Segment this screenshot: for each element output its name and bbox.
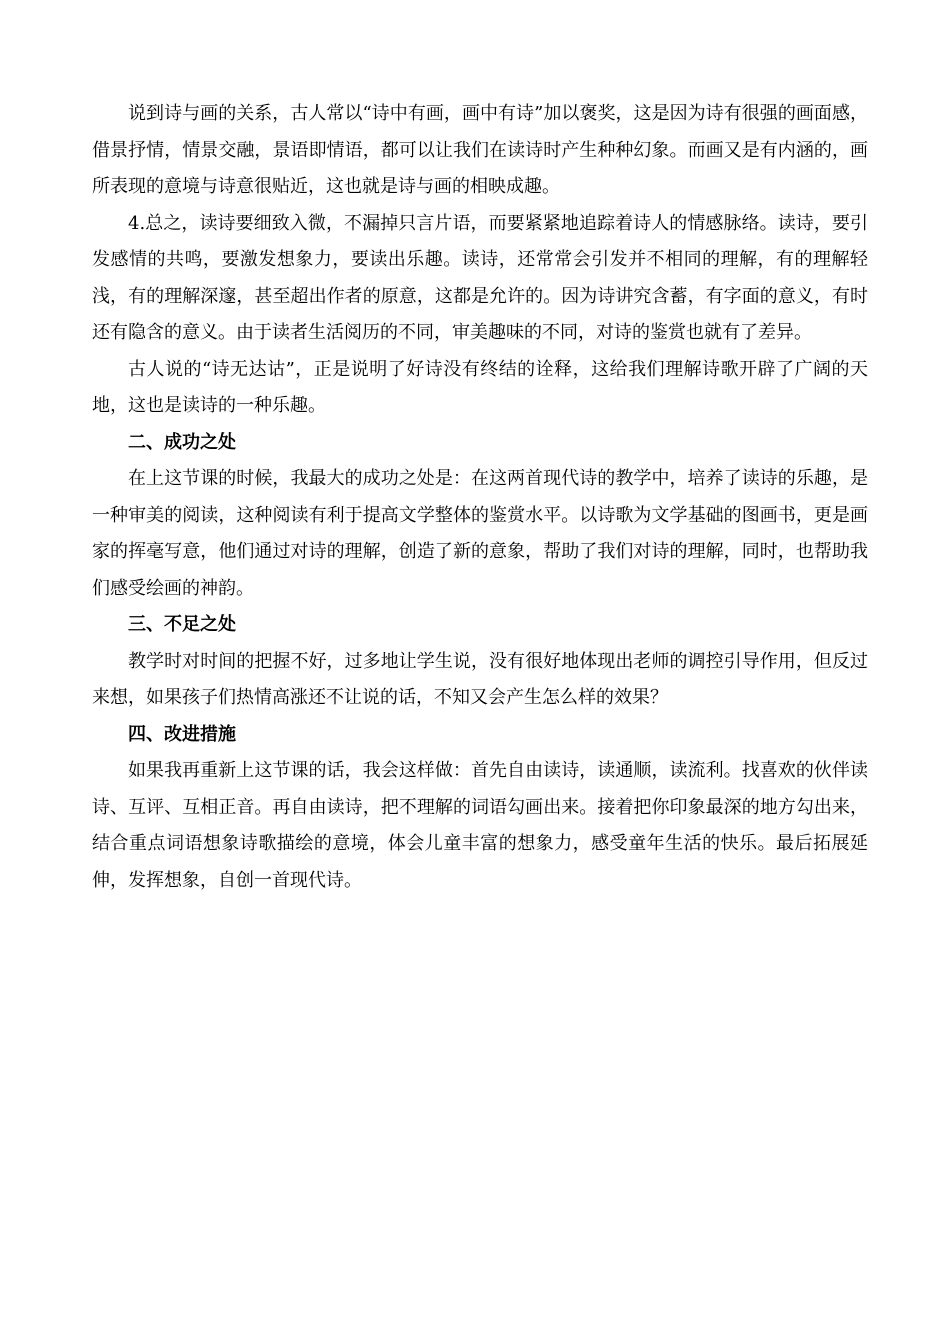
paragraph-poetry-and-painting: 说到诗与画的关系，古人常以“诗中有画，画中有诗”加以褒奖，这是因为诗有很强的画面感，借景抒情，情景交融，景语即情语，都可以让我们在读诗时产生种种幻象。而画又是有内涵的，画所表现的意境与诗意很贴近，这也就是诗与画的相映成趣。 — [92, 103, 868, 197]
paragraph-improvements: 如果我再重新上这节课的话，我会这样做：首先自由读诗，读通顺，读流利。找喜欢的伙伴读诗、互评、互相正音。再自由读诗，把不理解的词语勾画出来。接着把你印象最深的地方勾出来，结合重点词语想象诗歌描绘的意境，体会儿童丰富的想象力，感受童年生活的快乐。最后拓展延伸，发挥想象，自创一首现代诗。 — [92, 760, 868, 891]
heading-successes: 二、成功之处 — [128, 431, 236, 453]
paragraph-successes: 在上这节课的时候，我最大的成功之处是：在这两首现代诗的教学中，培养了读诗的乐趣，是一种审美的阅读，这种阅读有利于提高文学整体的鉴赏水平。以诗歌为文学基础的图画书，更是画家的挥毫写意，他们通过对诗的理解，创造了新的意象，帮助了我们对诗的理解，同时，也帮助我们感受绘画的神韵。 — [92, 468, 868, 599]
paragraph-no-definitive-interpretation: 古人说的“诗无达诂”，正是说明了好诗没有终结的诠释，这给我们理解诗歌开辟了广阔的天地，这也是读诗的一种乐趣。 — [92, 358, 868, 416]
paragraph-shortcomings: 教学时对时间的把握不好，过多地让学生说，没有很好地体现出老师的调控引导作用，但反过来想，如果孩子们热情高涨还不让说的话，不知又会产生怎么样的效果？ — [92, 650, 868, 708]
paragraph-summary-point-4: 4.总之，读诗要细致入微，不漏掉只言片语，而要紧紧地追踪着诗人的情感脉络。读诗，要引发感情的共鸣，要激发想象力，要读出乐趣。读诗，还常常会引发并不相同的理解，有的理解轻浅，有的理解深邃，甚至超出作者的原意，这都是允许的。因为诗讲究含蓄，有字面的意义，有时还有隐含的意义。由于读者生活阅历的不同，审美趣味的不同，对诗的鉴赏也就有了差异。 — [92, 212, 868, 343]
document-body — [92, 96, 868, 899]
heading-improvements: 四、改进措施 — [128, 723, 236, 745]
heading-shortcomings: 三、不足之处 — [128, 614, 236, 635]
